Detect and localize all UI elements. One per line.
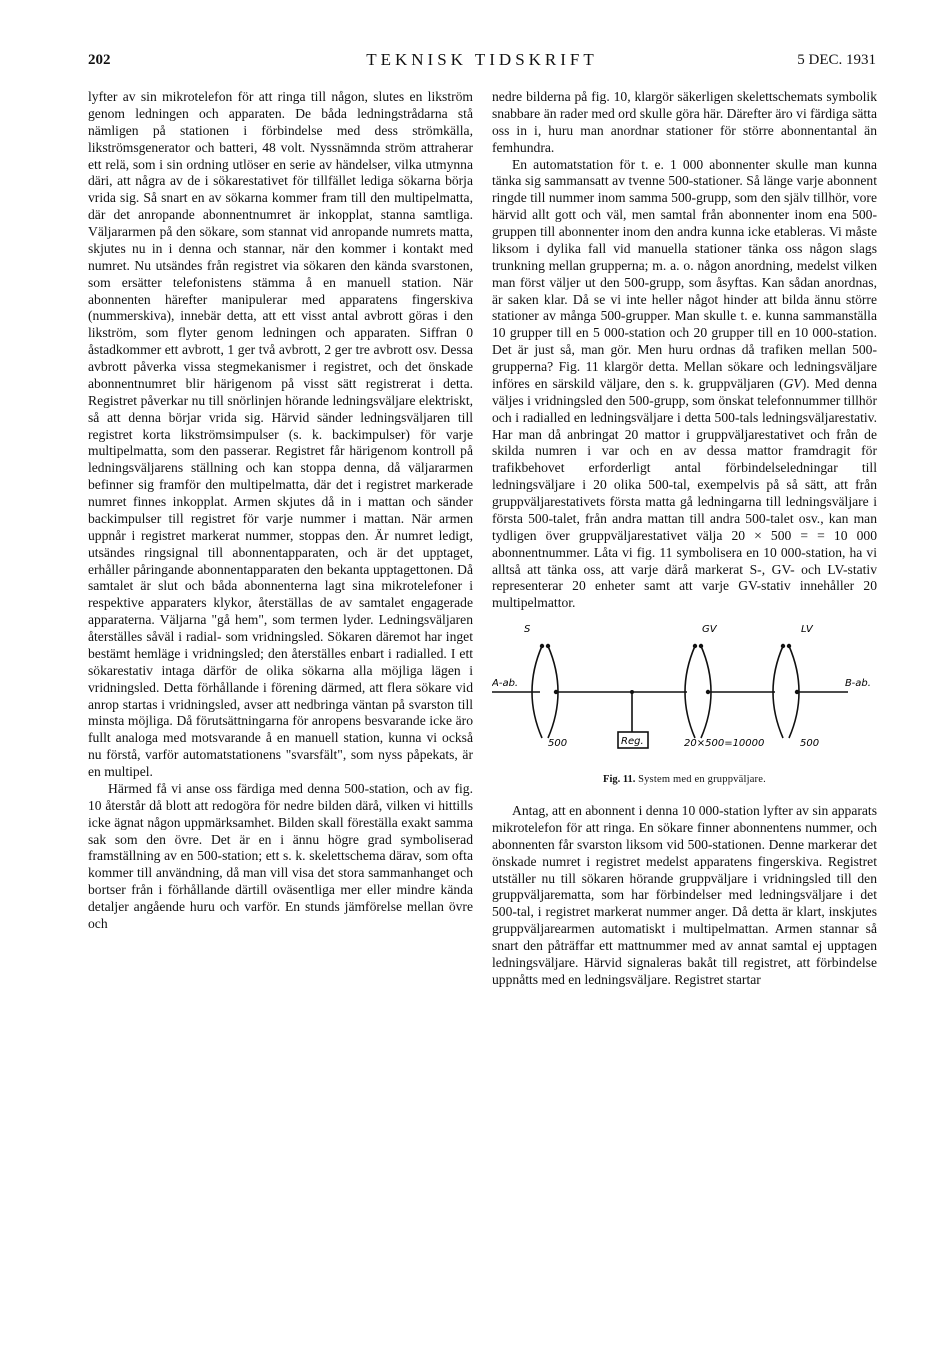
right-paragraph-3: Antag, att en abonnent i denna 10 000-station lyfter av sin apparats mikrotelefon för att ringa. En sökare finner abonnentens nummer, och abonnenten får svarston liksom vid 500-stationen. Denne markerar det önskade numret i registret medelst apparatens fingerskiva. Registret utställer nu till sökaren hörande gruppväljare i vridningsled till den gruppväljarematta, som har förbindelser med ledningsväljare i det 500-tal, i registret markerat nummer anger. Då detta är klart, inskjutes gruppväljarearmen automatiskt i multipelmattan. Armen stannar så snart den påträffar ett mattnummer med av annat samtal ej upptagen ledningsväljare. Härvid signaleras bakåt till registret, att förbindelse uppnåtts med en ledningsväljare. Registret startar — [492, 803, 877, 987]
left-paragraph-1: lyfter av sin mikrotelefon för att ringa till någon, slutes en likström genom ledningen och apparaten. De båda ledningstrådarna stå nämligen på stationen i förbindelse med dess strömkälla, likströmsgenerator och batteri, 48 volt. Nyssnämnda ström attraherar ett relä, som i sin ordning utlöser en serie av händelser, vilka utmynna däri, att några av de i sökarestativet för tillfället lediga sökarna börja vrida sig. Så snart en av sökarna kommer fram till den multipelmatta, där det anropande abonnentnumret är inkopplat, stanna samtliga. Väljararmen på den sökare, som stannat vid anropande numrets matta, skjutes nu in i denna och stannar, när den kommer i kontakt med numret. Nu utsändes från registret via sökaren den kända svarstonen, som ersätter telefonistens stämma å en manuell station. När abonnenten härefter manipulerar med apparatens fingerskiva (nummerskiva), innebär detta, att ett visst antal avbrott göras i den likström, som flyter genom ledningen och apparaten. Siffran 0 åstadkommer ett avbrott, 1 ger två avbrott, 2 ger tre avbrott osv. Dessa avbrott påverka vissa stegmekanismer i registret, och det önskade abonnentnumret blir härigenom på visst sätt registrerat i detta. Registret påverkar nu till snörlinjen hörande ledningsväljare elektriskt, så att denna börjar vrida sig. Härvid sänder ledningsväljaren till registret korta likströmsimpulser (s. k. backimpulser) för varje multipelmatta, som den passerar. Registret får härigenom kontroll på ledningsväljarens ställning och kan stoppa denna, då väljararmen befinner sig framför den multipelmatta, där det i registret markerade numret finnes inkopplat. Armen skjutes då in i mattan och sänder backimpulser till registret för varje nummer i mattan. När armen uppnår i registret markerat nummer, stoppas den. Är numret ledigt, utsändes ringsignal till abonnentapparaten, och är det upptaget, erhåller påringande abonnentapparaten den bekanta upptagettonen. Då samtalet är slut och båda abonnenterna lagt sina mikrotelefoner i respektive apparaters klykor, återställas de av samtalet engagerade apparaterna. Väljarna "gå hem", som termen lyder. Ledningsväljaren återställes såväl i radial- som vridningsled. Sökaren däremot har inget bestämt hemläge i vridningsled; den återställes enbart i radialled. I ett sökarestativ intaga därför de olika sökarna alla möjliga lägen i vridningsled. Detta förhållande i förening därmed, att flera sökare vid anrop startas i vridningsled, avser att nedbringa väntan på svarston till minsta möjliga. Då förutsättningarna för anropens besvarande icke äro fullt analoga med motsvarande å en manuell station, kunna vi också nu förstå, varför automatstationens "svarsfält", som nyss påpekats, är en multipel. — [88, 89, 473, 779]
lv-dot-top-2 — [787, 644, 791, 648]
label-500-left: 500 — [548, 738, 568, 750]
journal-title: TEKNISK TIDSKRIFT — [366, 50, 598, 69]
label-a-ab: A-ab. — [492, 678, 519, 690]
label-gv: GV — [702, 624, 717, 636]
issue-date: 5 DEC. 1931 — [797, 52, 876, 68]
figure-caption — [492, 772, 877, 789]
label-500-right: 500 — [800, 738, 820, 750]
lv-junction-dot — [795, 690, 799, 694]
gv-dot-top — [693, 644, 697, 648]
label-b-ab: B-ab. — [845, 678, 871, 690]
right-paragraph-2-start: En automatstation för t. e. 1 000 abonnenter skulle man kunna tänka sig sammansatt av tvenne 500-stationer. Så länge varje abonnent ringde till nummer inom samma 500-grupp, som den själv tillhör, vore härvid allt gott och väl, men samtal från abonnenter inom ena 500-gruppen till abonnenter inom den andra kunna icke etableras. Vi måste liksom i dylika fall vid manuella stationer tänka oss någon slags trunkning mellan grupperna; m. a. o. någon anordning, medelst vilken man först väljer ut den 500-grupp, som åsyftas. Kan sådan anordnas, är saken klar. Då se vi inte heller något hinder att bilda ännu större stationer av många 500-grupper. Man skulle t. e. kunna sammanställa 10 grupper till en 5 000-station och 20 grupper till en 10 000-station. Det är just så, man gör. Men huru ordnas då trafiken mellan 500-grupperna? Fig. 11 klargör detta. Mellan sökare och ledningsväljare införes en särskild väljare, den s. k. gruppväljaren ( — [492, 156, 877, 391]
gv-abbreviation: GV — [783, 375, 802, 391]
left-paragraph-2: Härmed få vi anse oss färdiga med denna 500-station, och av fig. 10 återstår då blott att redogöra för nedre bilden därå, vilken vi hittills icke ägnat någon uppmärksamhet. Bilden skall föreställa exakt samma sak som den övre. Det är en i ännu högre grad symboliserad framställning av en 500-station; ett s. k. skelettschema därav, som ofta kommer till användning, då man vill visa det stora sammanhanget och bortser från i förhållande därtill oväsentliga mer eller mindre kända detaljer angående huru och varför. En stunds jämförelse mellan övre och — [88, 780, 473, 931]
s-junction-dot — [554, 690, 558, 694]
right-paragraph-2 — [492, 157, 877, 613]
label-register: Reg. — [621, 736, 644, 748]
right-paragraph-1: nedre bilderna på fig. 10, klargör säkerligen skelettschemats symbolik snabbare än rader med ord skulle göra här. Därefter äro vi färdiga sätta oss in i, huru man anordnar stationer för större abonnentantal än femhundra. — [492, 89, 877, 155]
figure-caption-title: System med en gruppväljare. — [638, 774, 766, 786]
page-number: 202 — [88, 52, 111, 68]
right-column — [492, 89, 877, 989]
label-lv: LV — [801, 624, 813, 636]
figure-11-svg — [492, 620, 877, 770]
left-column — [88, 89, 473, 933]
gv-junction-dot — [706, 690, 710, 694]
s-dot-top — [540, 644, 544, 648]
figure-caption-prefix: Fig. 11. — [603, 774, 636, 786]
lv-dot-top — [781, 644, 785, 648]
register-junction-dot — [630, 690, 634, 694]
s-dot-top-2 — [546, 644, 550, 648]
label-20x500: 20×500=10000 — [684, 738, 765, 750]
gv-dot-top-2 — [699, 644, 703, 648]
figure-11-diagram — [492, 620, 877, 770]
right-paragraph-2-end: ). Med denna väljes i vridningsled den 500-grupp, som önskat telefonnummer tillhör och i radialled en ledningsväljare i detta 500-tals ledningsväljarestativ. Har man då anbringat 20 mattor i gruppväljarestativet och från de skilda numren i var och en av dessa mattor framdragit för trafikbehovet erforderligt antal förbindelseledningar till ledningsväljare i 20 olika 500-tal, exempelvis på så sätt, att från gruppväljarestativets första matta gå ledningarna till ledningsväljare i första 500-talet, från andra mattan till andra 500-talet osv., kan man tydligen över gruppväljarestativet välja 20 × 500 = = 10 000 abonnentnummer. Låta vi fig. 11 symbolisera en 10 000-station, ha vi alltså att tänka oss, att varje därå markerat S-, GV- och LV-stativ representerar 20 enheter samt att varje GV-stativ innehåller 20 multipelmattor. — [492, 375, 877, 611]
page-header — [88, 50, 876, 76]
label-s: S — [524, 624, 531, 636]
